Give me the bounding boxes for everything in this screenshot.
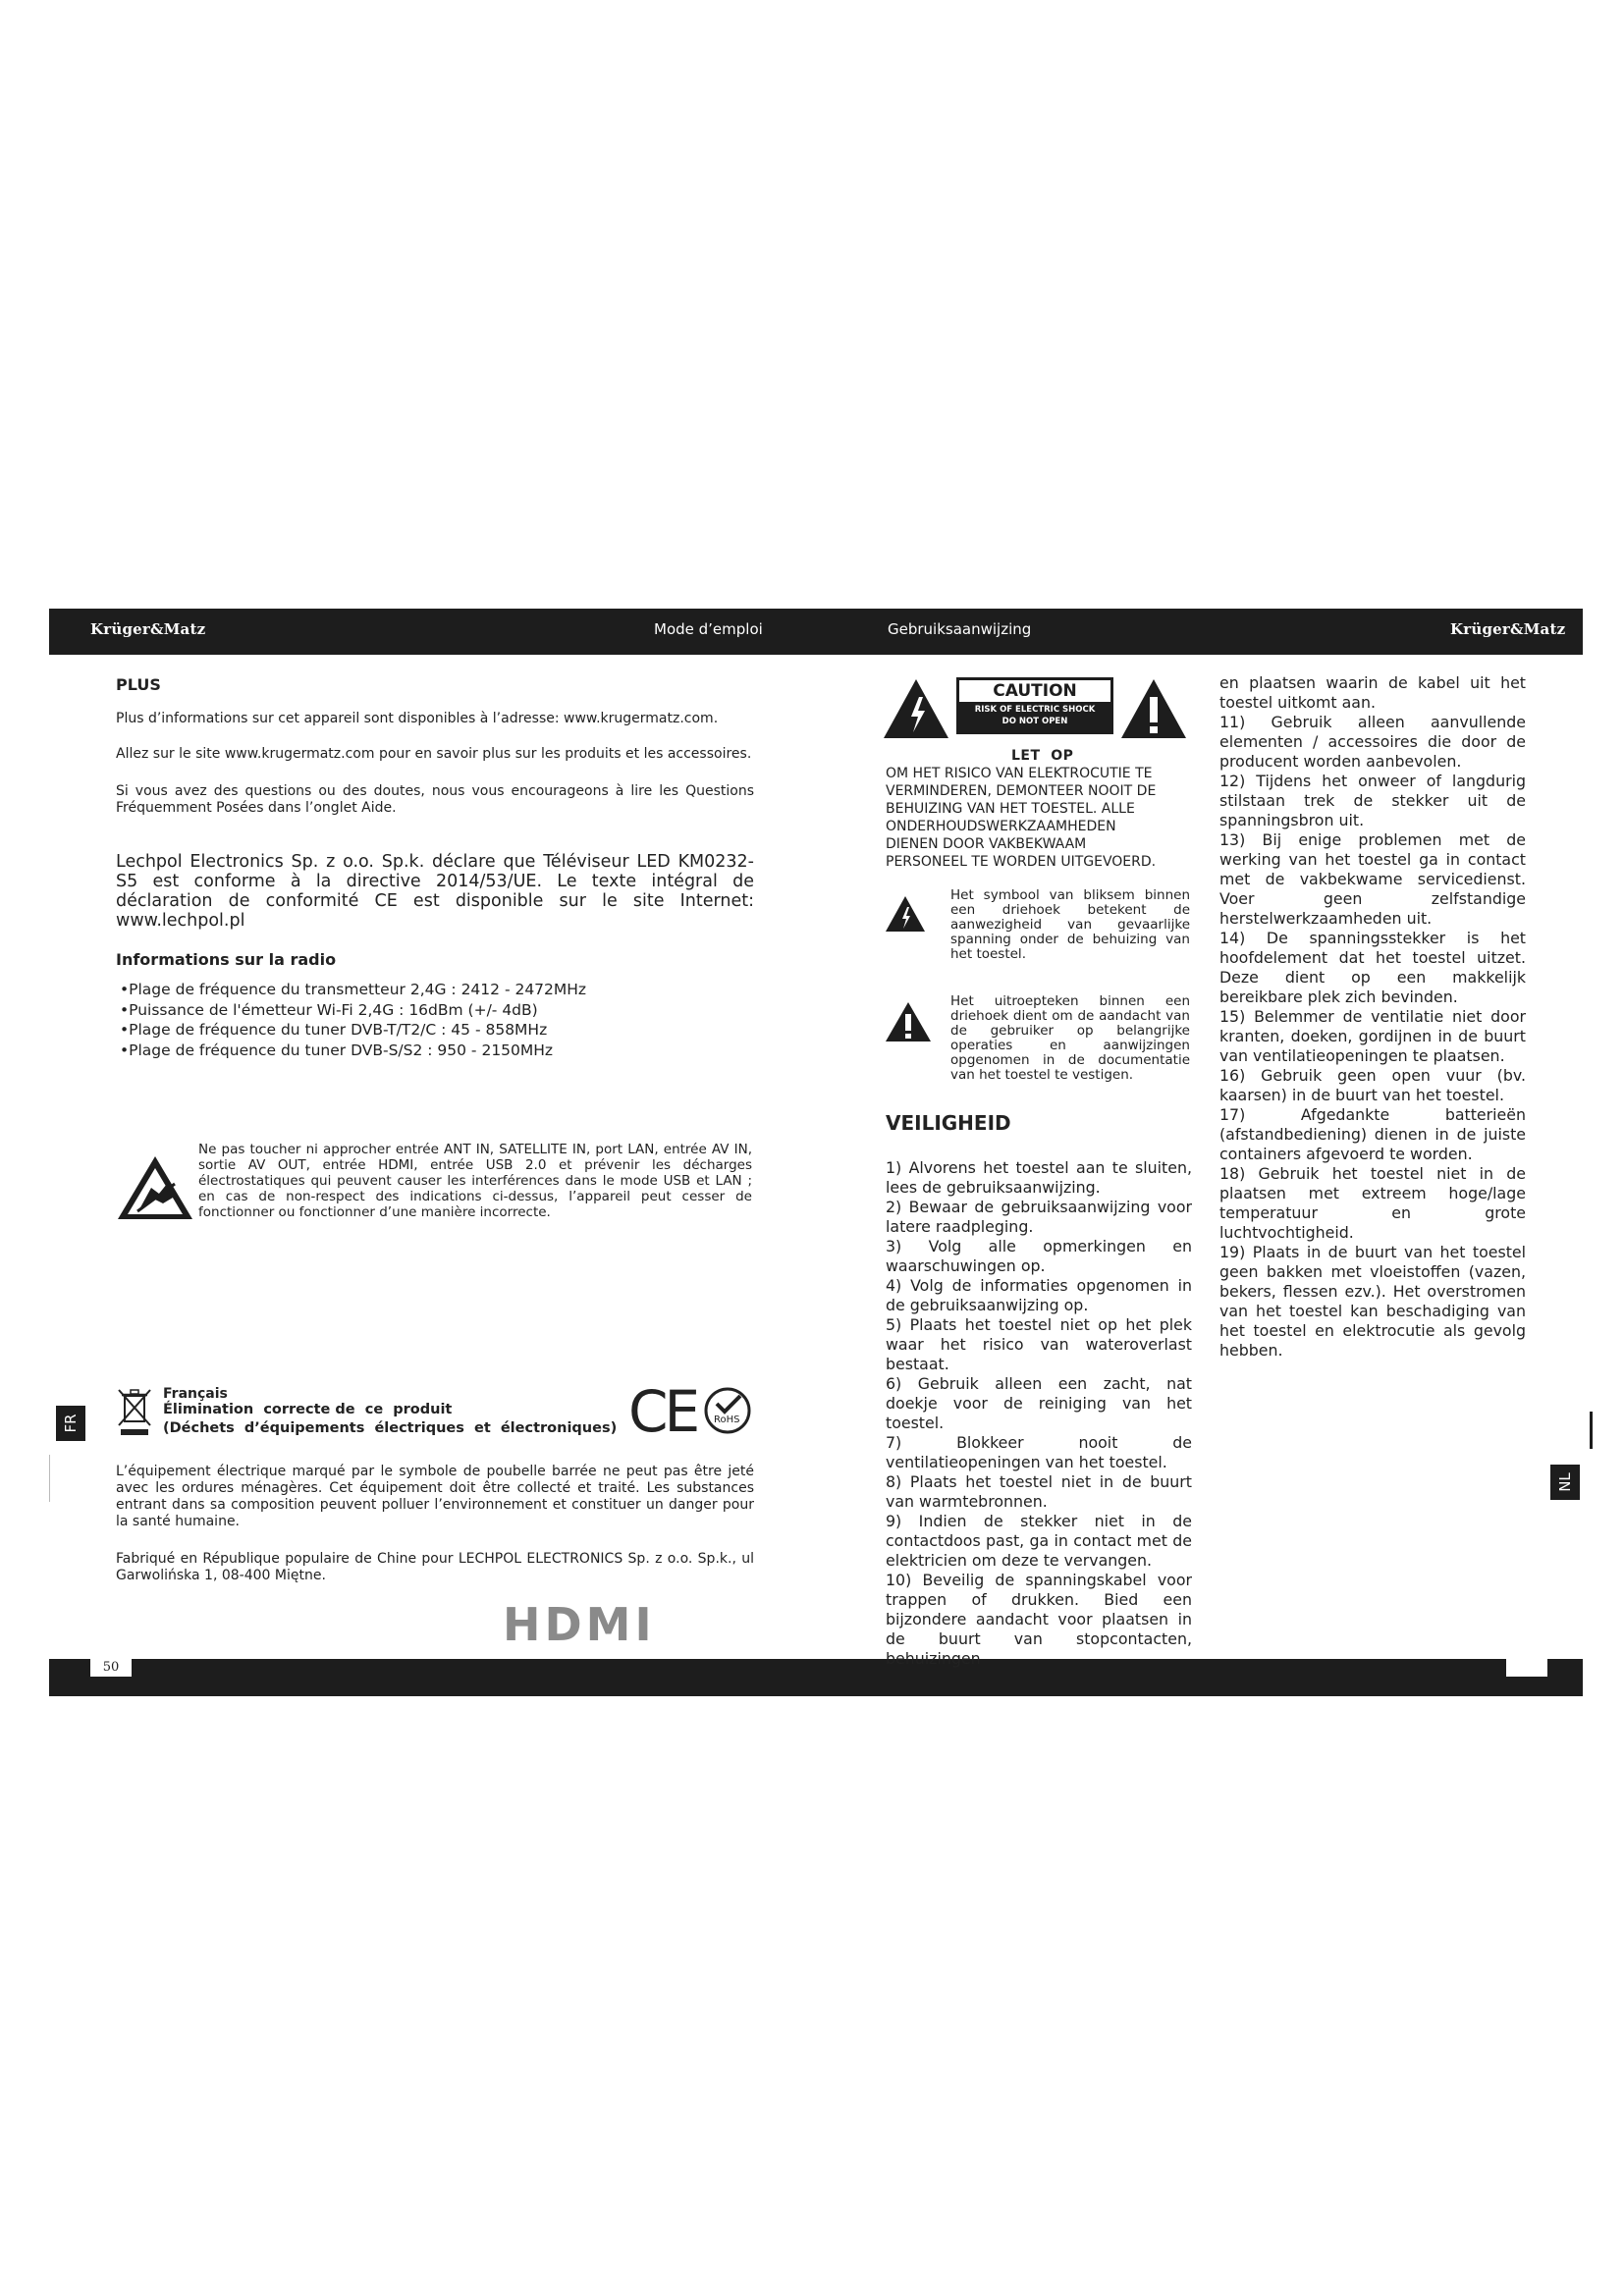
list-item: • Plage de fréquence du tuner DVB-T/T2/C : 45 - 858MHz xyxy=(120,1020,748,1041)
radio-list xyxy=(120,980,748,1060)
crossed-bin-icon xyxy=(115,1386,154,1437)
plus-paragraph-3: Si vous avez des questions ou des doutes, nous vous encourageons à lire les Questions Fréquemment Posées dans l’onglet Aide. xyxy=(116,783,754,816)
brand-logo-left: Krüger&Matz xyxy=(90,620,206,638)
side-tab-nl: NL xyxy=(1550,1465,1580,1500)
footer-bar xyxy=(49,1659,1583,1696)
rohs-icon xyxy=(703,1386,752,1435)
radio-heading: Informations sur la radio xyxy=(116,950,337,969)
exclamation-triangle-icon xyxy=(1119,677,1188,740)
plus-paragraph-2: Allez sur le site www.krugermatz.com pour en savoir plus sur les produits et les accessoires. xyxy=(116,746,752,762)
plus-heading: PLUS xyxy=(116,675,161,694)
list-item: 10) Beveilig de spanningskabel voor trappen of drukken. Bied een bijzondere aandacht voor plaatsen in de buurt van stopcontacten, behuizingen xyxy=(886,1571,1192,1668)
side-tab-fr: FR xyxy=(56,1406,85,1441)
ce-mark: CE xyxy=(628,1378,697,1445)
hdmi-logo: HDMI xyxy=(503,1598,656,1651)
lightning-symbol-description: Het symbool van bliksem binnen een driehoek betekent de aanwezigheid van gevaarlijke spanning onder de behuizing van het toestel. xyxy=(950,887,1190,962)
list-item: • Plage de fréquence du transmetteur 2,4G : 2412 - 2472MHz xyxy=(120,980,748,1000)
weee-paragraph: L’équipement électrique marqué par le symbole de poubelle barrée ne peut pas être jeté avec les ordures ménagères. Cet équipement doit être collecté et traité. Les substances entrant dans sa composition peuvent polluer l’environnement et constituer un danger pour la santé humaine. xyxy=(116,1464,754,1529)
list-item: 5) Plaats het toestel niet op het plek waar het risico van wateroverlast bestaat. xyxy=(886,1315,1192,1373)
lightning-triangle-icon xyxy=(882,677,950,740)
veiligheid-heading: VEILIGHEID xyxy=(886,1111,1011,1135)
weee-title-1: Élimination correcte de ce produit xyxy=(163,1402,453,1417)
list-item: 11) Gebruik alleen aanvullende elementen / accessoires die door de producent worden aanbevolen. xyxy=(1219,713,1526,771)
caution-title: CAUTION xyxy=(959,680,1110,702)
warning-text: OM HET RISICO VAN ELEKTROCUTIE TE VERMINDEREN, DEMONTEER NOOIT DE BEHUIZING VAN HET TOESTEL. ALLE ONDERHOUDSWERKZAAMHEDEN DIENEN DOOR VAKBEKWAAM PERSONEEL TE WORDEN UITGEVOERD. xyxy=(886,766,1157,870)
declaration-paragraph: Lechpol Electronics Sp. z o.o. Sp.k. déclare que Téléviseur LED KM0232-S5 est conforme à la directive 2014/53/UE. Le texte intégral de déclaration de conformité CE est disponible sur le site Internet: www.lechpol.pl xyxy=(116,852,754,931)
manufacturer-paragraph: Fabriqué en République populaire de Chine pour LECHPOL ELECTRONICS Sp. z o.o. Sp.k., ul Garwolińska 1, 08-400 Miętne. xyxy=(116,1551,754,1583)
header-title-left: Mode d’emploi xyxy=(654,620,763,638)
list-item: 1) Alvorens het toestel aan te sluiten, lees de gebruiksaanwijzing. xyxy=(886,1158,1192,1197)
list-item: 14) De spanningsstekker is het hoofdelement dat het toestel uitzet. Deze dient op een makkelijk bereikbare plek zich bevinden. xyxy=(1219,929,1526,1006)
veiligheid-list-continued xyxy=(1219,673,1526,1361)
list-item: 8) Plaats het toestel niet in de buurt van warmtebronnen. xyxy=(886,1472,1192,1511)
list-item: 9) Indien de stekker niet in de contactdoos past, ga in contact met de elektricien om deze te vervangen. xyxy=(886,1512,1192,1570)
page-number-box-right xyxy=(1506,1659,1547,1677)
caution-line-2: DO NOT OPEN xyxy=(1001,717,1068,726)
veiligheid-list xyxy=(886,1158,1192,1669)
list-item: 13) Bij enige problemen met de werking van het toestel ga in contact met de vakbekwame servicedienst. Voer geen zelfstandige herstelwerkzaamheden uit. xyxy=(1219,830,1526,928)
list-item: 19) Plaats in de buurt van het toestel geen bakken met vloeistoffen (vazen, bekers, flessen ezv.). Het overstromen van het toestel kan beschadiging van het toestel en elektrocutie als gevolg hebben. xyxy=(1219,1243,1526,1360)
caution-line-1: RISK OF ELECTRIC SHOCK xyxy=(974,705,1096,715)
caution-box xyxy=(956,677,1113,734)
list-item: 3) Volg alle opmerkingen en waarschuwingen op. xyxy=(886,1237,1192,1275)
side-marker-line xyxy=(1590,1412,1593,1449)
list-item: 4) Volg de informaties opgenomen in de gebruiksaanwijzing op. xyxy=(886,1276,1192,1314)
list-item: 6) Gebruik alleen een zacht, nat doekje voor de reiniging van het toestel. xyxy=(886,1374,1192,1432)
list-item: 16) Gebruik geen open vuur (bv. kaarsen) in de buurt van het toestel. xyxy=(1219,1066,1526,1104)
list-item: 2) Bewaar de gebruiksaanwijzing voor latere raadpleging. xyxy=(886,1198,1192,1236)
page-number: 50 xyxy=(90,1659,132,1677)
weee-title-2: (Déchets d’équipements électriques et électroniques) xyxy=(163,1420,618,1436)
rohs-label: RoHS xyxy=(714,1415,740,1425)
list-item: 15) Belemmer de ventilatie niet door kranten, doeken, gordijnen in de buurt van ventilatieopeningen te plaatsen. xyxy=(1219,1007,1526,1065)
list-item: 12) Tijdens het onweer of langdurig stilstaan trek de stekker uit de spanningsbron uit. xyxy=(1219,772,1526,829)
list-item: 17) Afgedankte batterieën (afstandbediening) dienen in de juiste containers afgevoerd te worden. xyxy=(1219,1105,1526,1163)
side-marker-line-left xyxy=(49,1455,50,1502)
list-item: • Puissance de l'émetteur Wi-Fi 2,4G : 16dBm (+/- 4dB) xyxy=(120,1000,748,1021)
list-item: • Plage de fréquence du tuner DVB-S/S2 : 950 - 2150MHz xyxy=(120,1041,748,1061)
plus-paragraph-1: Plus d’informations sur cet appareil sont disponibles à l’adresse: www.krugermatz.com. xyxy=(116,711,719,726)
exclamation-symbol-description: Het uitroepteken binnen een driehoek dient om de aandacht van de gebruiker op belangrijke operaties en aanwijzingen opgenomen in de documentatie van het toestel te vestigen. xyxy=(950,993,1190,1083)
weee-language: Français xyxy=(163,1386,228,1402)
brand-logo-right: Krüger&Matz xyxy=(1450,620,1566,638)
esd-warning-icon xyxy=(116,1154,194,1221)
esd-warning-text: Ne pas toucher ni approcher entrée ANT IN, SATELLITE IN, port LAN, entrée AV IN, sortie AV OUT, entrée HDMI, entrée USB 2.0 et prévenir les décharges électrostatiques qui peuvent causer les interférences dans le mode USB et LAN ; en cas de non-respect des indications ci-dessus, l’appareil peut cesser de fonctionner ou fonctionner d’une manière incorrecte. xyxy=(198,1142,752,1220)
lightning-small-icon xyxy=(885,895,926,933)
header-title-right: Gebruiksaanwijzing xyxy=(888,620,1032,638)
list-item: 18) Gebruik het toestel niet in de plaatsen met extreem hoge/lage temperatuur en grote luchtvochtigheid. xyxy=(1219,1164,1526,1242)
let-op-heading: LET OP xyxy=(1011,748,1074,764)
list-item: 7) Blokkeer nooit de ventilatieopeningen van het toestel. xyxy=(886,1433,1192,1471)
exclamation-small-icon xyxy=(885,1001,932,1042)
list-item: en plaatsen waarin de kabel uit het toestel uitkomt aan. xyxy=(1219,673,1526,712)
header-bar xyxy=(49,609,1583,655)
